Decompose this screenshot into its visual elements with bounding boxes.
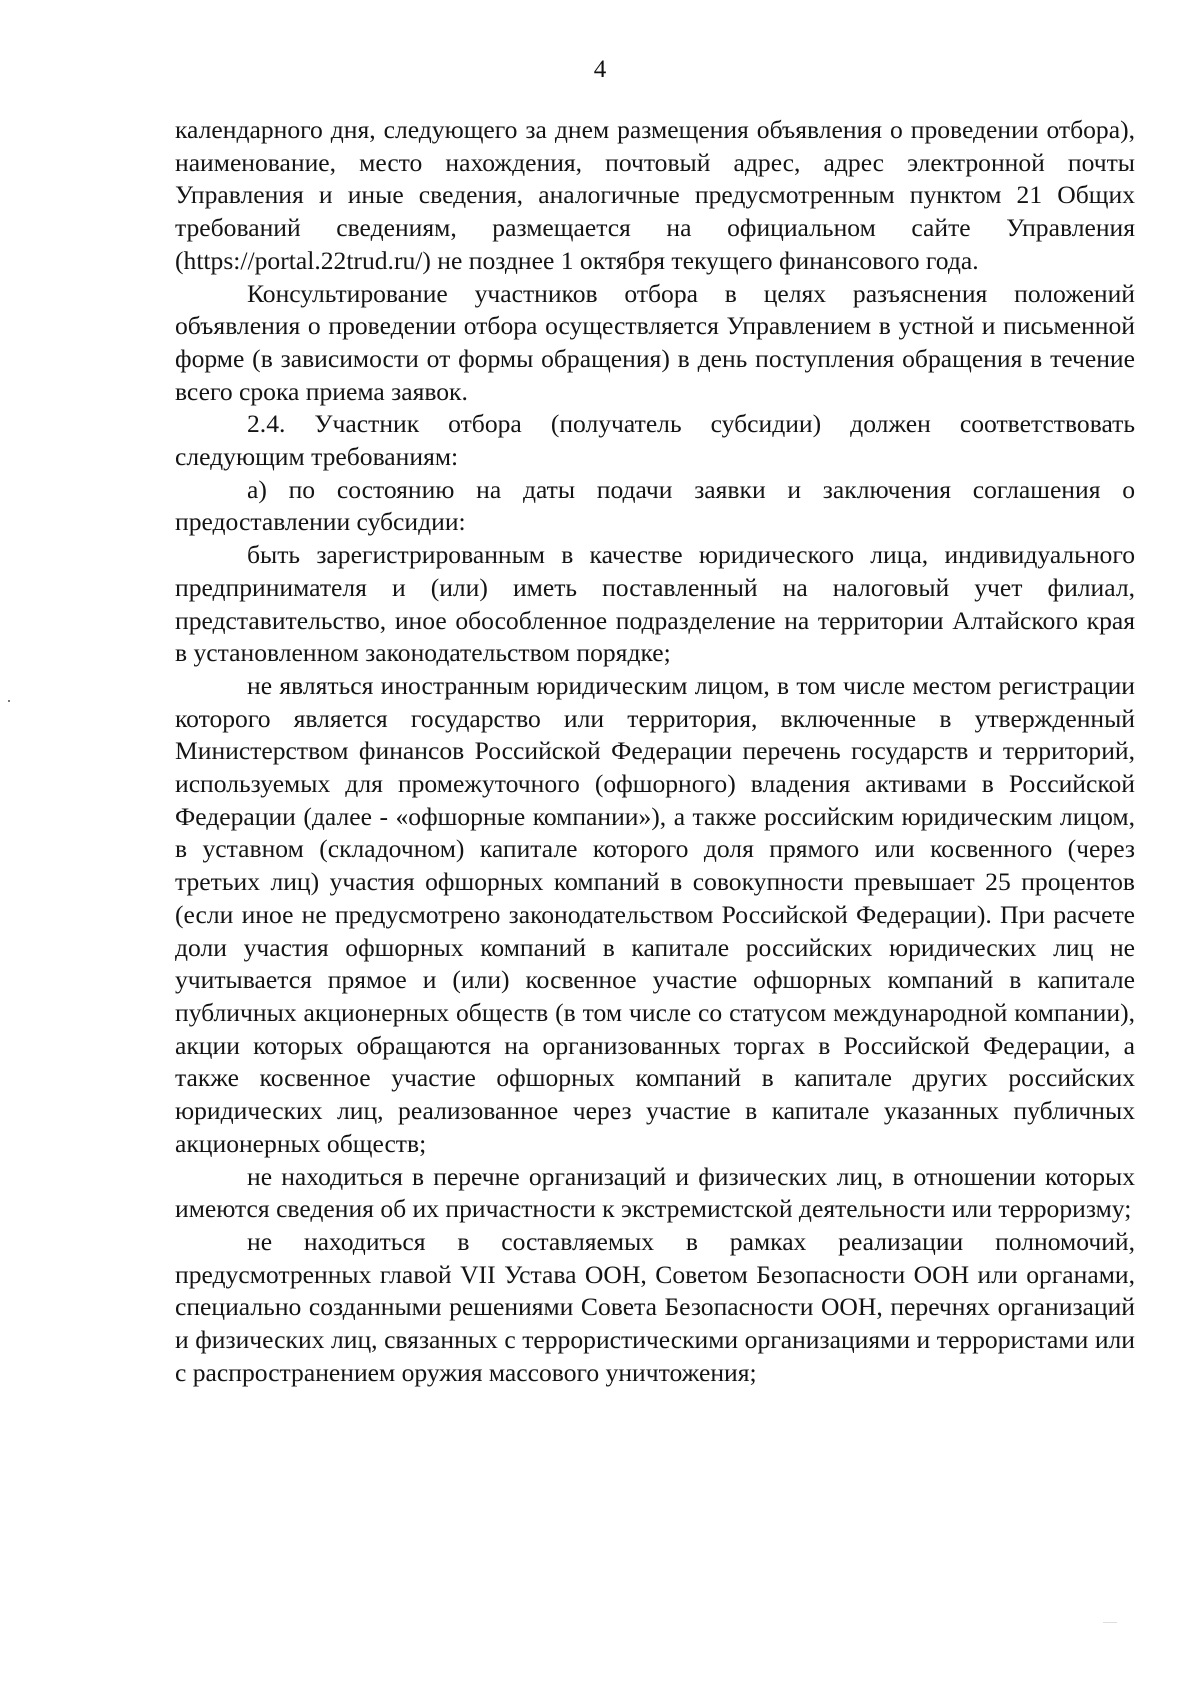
scan-speck bbox=[8, 700, 10, 702]
document-body bbox=[175, 114, 1135, 1389]
page-number: 4 bbox=[593, 56, 607, 83]
paragraph-offshore: не являться иностранным юридическим лицом, в том числе местом регистрации которого является государство или территория, включенные в утвержденный Министерством финансов Российской Федерации перечень государств и территорий, используемых для промежуточного (офшорного) владения активами в Российской Федерации (далее - «офшорные компании»), а также российским юридическим лицом, в уставном (складочном) капитале которого доля прямого или косвенного (через третьих лиц) участия офшорных компаний в совокупности превышает 25 процентов (если иное не предусмотрено законодательством Российской Федерации). При расчете доли участия офшорных компаний в капитале российских юридических лиц не учитывается прямое и (или) косвенное участие офшорных компаний в капитале публичных акционерных обществ (в том числе со статусом международной компании), акции которых обращаются на организованных торгах в Российской Федерации, а также косвенное участие офшорных компаний в капитале других российских юридических лиц, реализованное через участие в капитале указанных публичных акционерных обществ; bbox=[175, 670, 1135, 1158]
paragraph-un-lists: не находиться в составляемых в рамках реализации полномочий, предусмотренных главой VII Устава ООН, Советом Безопасности ООН или органами, специально созданными решениями Совета Безопасности ООН, перечнях организаций и физических лиц, связанных с террористическими организациями и террористами или с распространением оружия массового уничтожения; bbox=[175, 1226, 1135, 1387]
paragraph-requirements-heading: 2.4. Участник отбора (получатель субсидии) должен соответствовать следующим требованиям: bbox=[175, 409, 1135, 472]
paragraph-extremism: не находиться в перечне организаций и физических лиц, в отношении которых имеются сведения об их причастности к экстремистской деятельности или терроризму; bbox=[175, 1161, 1135, 1224]
paragraph-subpoint-a: а) по состоянию на даты подачи заявки и заключения соглашения о предоставлении субсидии: bbox=[175, 474, 1135, 537]
paragraph-registration: быть зарегистрированным в качестве юридического лица, индивидуального предпринимателя и (или) иметь поставленный на налоговый учет филиал, представительство, иное обособленное подразделение на территории Алтайского края в установленном законодательством порядке; bbox=[175, 540, 1135, 668]
paragraph-consultation: Консультирование участников отбора в целях разъяснения положений объявления о проведении отбора осуществляется Управлением в устной и письменной форме (в зависимости от формы обращения) в день поступления обращения в течение всего срока приема заявок. bbox=[175, 278, 1135, 406]
paragraph-continuation: календарного дня, следующего за днем размещения объявления о проведении отбора), наименование, место нахождения, почтовый адрес, адрес электронной почты Управления и иные сведения, аналогичные предусмотренным пунктом 21 Общих требований сведениям, размещается на официальном сайте Управления (https://portal.22trud.ru/) не позднее 1 октября текущего финансового года. bbox=[175, 115, 1135, 275]
scan-speck bbox=[1103, 1622, 1117, 1623]
